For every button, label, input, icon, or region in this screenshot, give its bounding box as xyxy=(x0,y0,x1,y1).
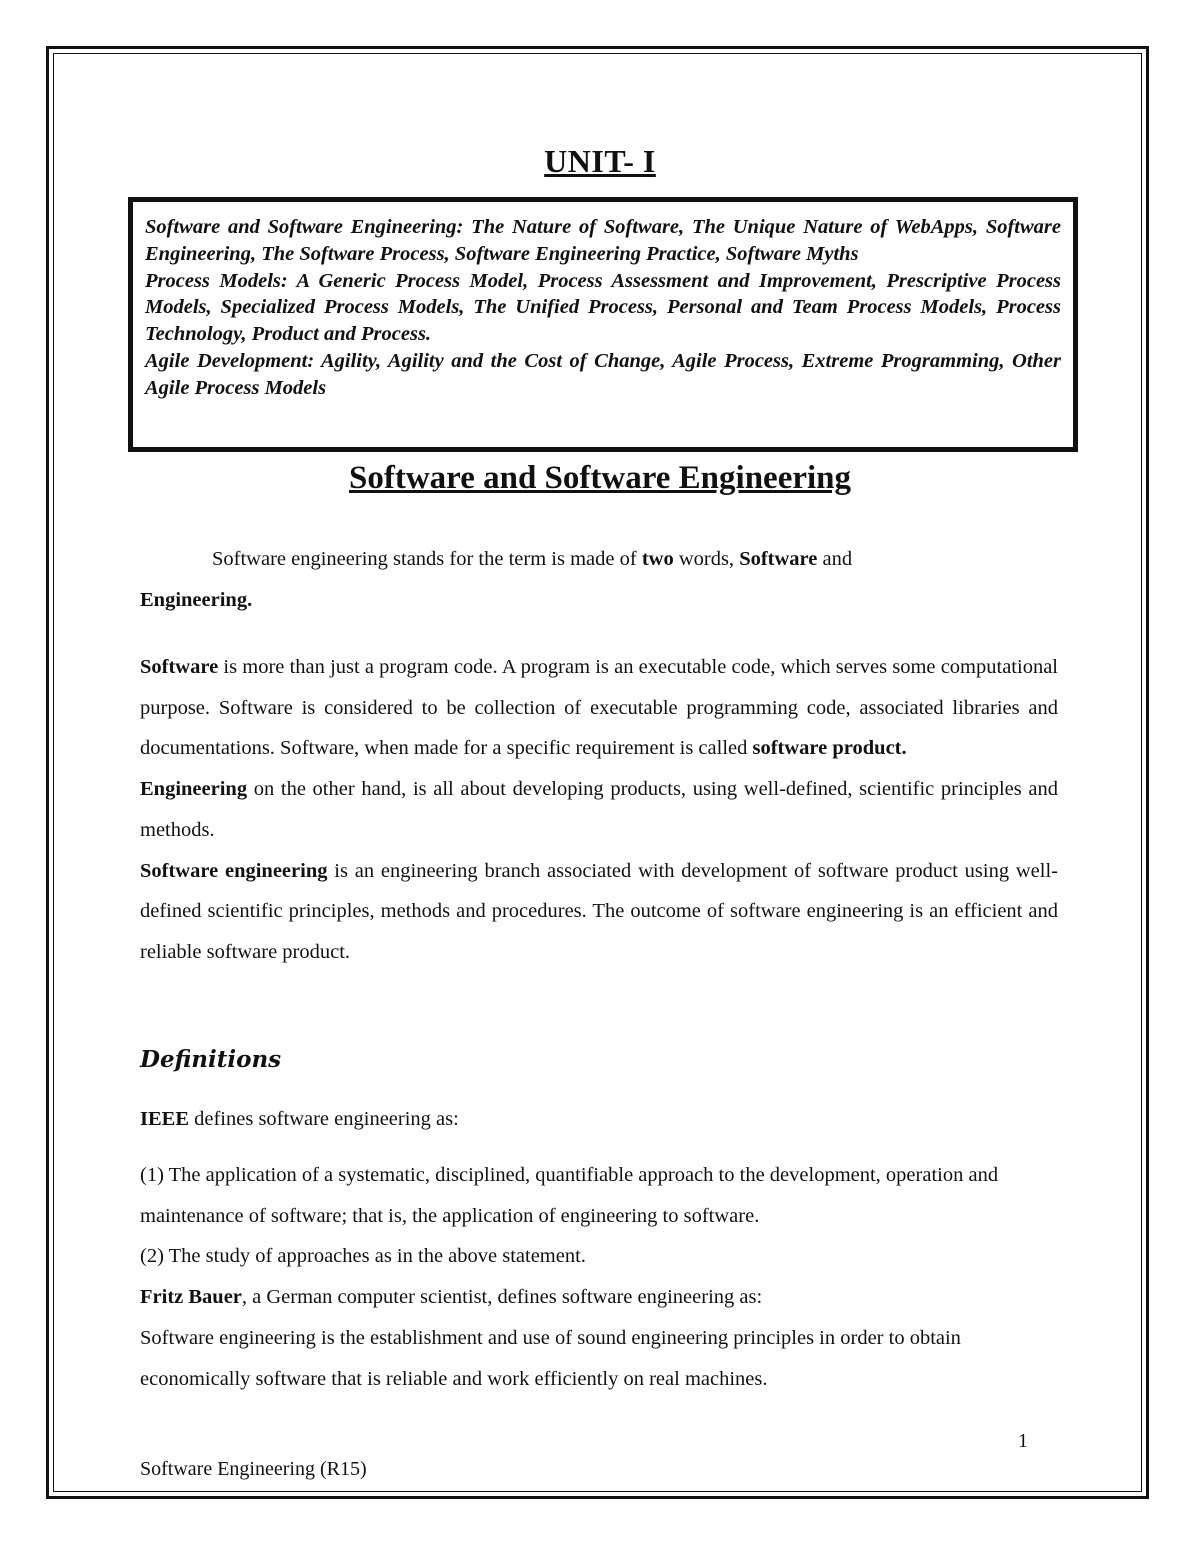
software-product-term: software product. xyxy=(752,737,907,760)
intro-bold-engineering: Engineering. xyxy=(140,588,253,611)
bauer-definition: Software engineering is the establishment and use of sound engineering principles in order to obtain economically software that is reliable and work efficiently on real machines. xyxy=(140,1326,961,1390)
bauer-line xyxy=(140,1277,1058,1318)
intro-text-3: and xyxy=(817,548,853,570)
definitions-heading: Definitions xyxy=(140,1046,282,1073)
unit-heading: UNIT- I xyxy=(544,143,656,179)
engineering-term: Engineering xyxy=(140,778,248,801)
software-term: Software xyxy=(140,656,219,678)
intro-text-1: Software engineering stands for the term is made of xyxy=(212,548,642,570)
software-engineering-term: Software engineering xyxy=(140,859,328,882)
bauer-text: , a German computer scientist, defines software engineering as: xyxy=(241,1286,763,1309)
intro-text-2: words, xyxy=(673,548,740,570)
syllabus-software-engineering: Software and Software Engineering: The Nature of Software, The Unique Nature of WebApps, Software Engineering, The Software Process, Software Engineering Practice, Software Myths xyxy=(145,216,1061,265)
page-number: 1 xyxy=(1018,1430,1028,1452)
footer-course-name: Software Engineering (R15) xyxy=(140,1458,367,1480)
software-paragraph xyxy=(140,647,1058,769)
intro-bold-software: Software xyxy=(739,548,818,570)
syllabus-agile-development: Agile Development: Agility, Agility and the Cost of Change, Agile Process, Extreme Programming, Other Agile Process Models xyxy=(145,349,1061,399)
software-text: is more than just a program code. A program is an executable code, which serves some computational purpose. Software is considered to be collection of executable programming code, associated libraries and documentations. Software, when made for a specific requirement is called xyxy=(140,656,1058,760)
ieee-term: IEEE xyxy=(140,1108,189,1130)
definition-paragraphs xyxy=(140,647,1058,973)
bauer-term: Fritz Bauer xyxy=(140,1286,242,1309)
intro-bold-two: two xyxy=(641,548,674,570)
main-title: Software and Software Engineering xyxy=(348,460,852,496)
ieee-line xyxy=(140,1099,1058,1140)
software-engineering-text: is an engineering branch associated with development of software product using well-defined scientific principles, methods and procedures. The outcome of software engineering is an efficient and reliable software product. xyxy=(140,859,1058,963)
definition-1: (1) The application of a systematic, disciplined, quantifiable approach to the development, operation and maintenance of software; that is, the application of engineering to software. xyxy=(140,1164,999,1227)
definition-2: (2) The study of approaches as in the above statement. xyxy=(140,1245,586,1268)
ieee-text: defines software engineering as: xyxy=(189,1108,459,1130)
definitions-list xyxy=(140,1155,1058,1399)
syllabus-box xyxy=(128,197,1078,452)
syllabus-process-models: Process Models: A Generic Process Model, Process Assessment and Improvement, Prescriptive Process Models, Specialized Process Models, The Unified Process, Personal and Team Process Models, Process Technology, Product and Process. xyxy=(145,269,1061,346)
intro-paragraph xyxy=(140,539,1058,620)
engineering-text: on the other hand, is all about developing products, using well-defined, scientific principles and methods. xyxy=(140,778,1058,841)
software-engineering-paragraph xyxy=(140,851,1058,973)
engineering-paragraph xyxy=(140,769,1058,850)
